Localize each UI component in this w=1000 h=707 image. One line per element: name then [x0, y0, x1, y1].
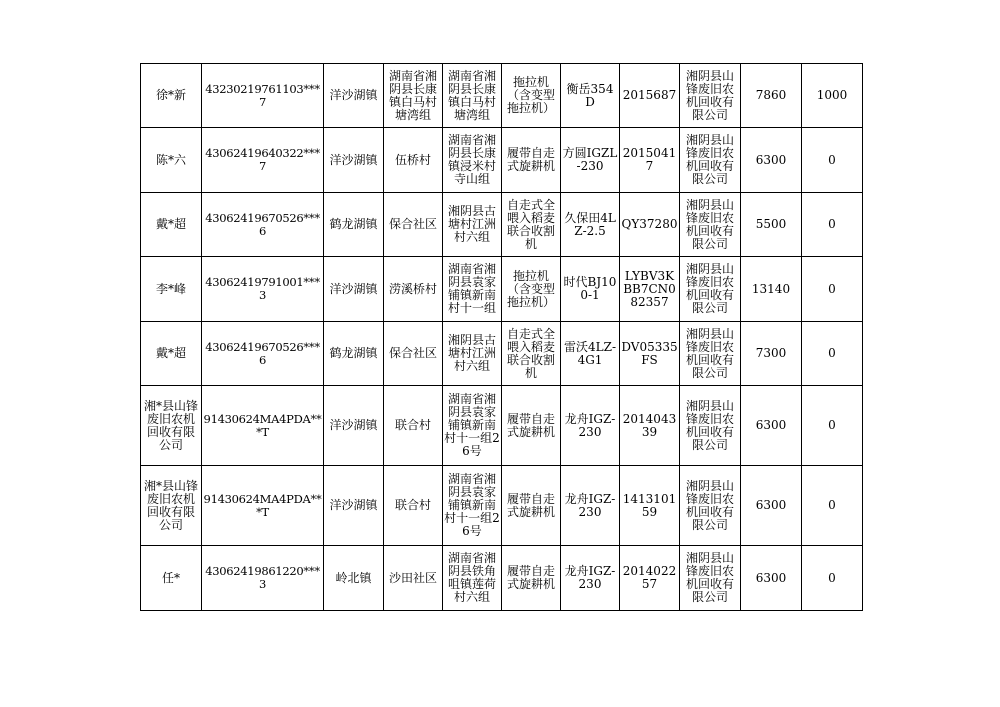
recycler-cell: 湘阴县山锋废旧农机回收有限公司 — [680, 128, 741, 193]
recycler-cell: 湘阴县山锋废旧农机回收有限公司 — [680, 386, 741, 466]
table-row — [141, 466, 863, 546]
serial-number-cell: QY37280 — [620, 193, 680, 257]
table-row — [141, 546, 863, 611]
extra-amount-cell: 1000 — [802, 64, 863, 128]
id-number-cell: 43062419670526***6 — [202, 193, 324, 257]
extra-amount-cell: 0 — [802, 466, 863, 546]
model-cell: 龙舟IGZ-230 — [561, 386, 620, 466]
town-cell: 鹤龙湖镇 — [324, 193, 384, 257]
town-cell: 洋沙湖镇 — [324, 466, 384, 546]
table-row — [141, 64, 863, 128]
amount-cell: 6300 — [741, 546, 802, 611]
village-cell: 伍桥村 — [384, 128, 443, 193]
model-cell: 龙舟IGZ-230 — [561, 466, 620, 546]
extra-amount-cell: 0 — [802, 322, 863, 386]
recycler-cell: 湘阴县山锋废旧农机回收有限公司 — [680, 193, 741, 257]
model-cell: 龙舟IGZ-230 — [561, 546, 620, 611]
id-number-cell: 91430624MA4PDA***T — [202, 466, 324, 546]
serial-number-cell: 20150417 — [620, 128, 680, 193]
address-cell: 湘阴县古塘村江洲村六组 — [443, 322, 502, 386]
address-cell: 湖南省湘阴县长康镇白马村塘湾组 — [443, 64, 502, 128]
town-cell: 洋沙湖镇 — [324, 64, 384, 128]
town-cell: 鹤龙湖镇 — [324, 322, 384, 386]
address-cell: 湖南省湘阴县长康镇浸米村寺山组 — [443, 128, 502, 193]
name-cell: 李*峰 — [141, 257, 202, 322]
id-number-cell: 91430624MA4PDA***T — [202, 386, 324, 466]
village-cell: 保合社区 — [384, 193, 443, 257]
name-cell: 徐*新 — [141, 64, 202, 128]
id-number-cell: 43062419791001***3 — [202, 257, 324, 322]
amount-cell: 5500 — [741, 193, 802, 257]
address-cell: 湖南省湘阴县铁角咀镇莲荷村六组 — [443, 546, 502, 611]
amount-cell: 7300 — [741, 322, 802, 386]
extra-amount-cell: 0 — [802, 257, 863, 322]
table-row — [141, 128, 863, 193]
serial-number-cell: 2015687 — [620, 64, 680, 128]
extra-amount-cell: 0 — [802, 546, 863, 611]
model-cell: 时代BJ100-1 — [561, 257, 620, 322]
village-cell: 保合社区 — [384, 322, 443, 386]
id-number-cell: 43062419861220***3 — [202, 546, 324, 611]
address-cell: 湖南省湘阴县袁家铺镇新南村十一组 — [443, 257, 502, 322]
serial-number-cell: DV05335FS — [620, 322, 680, 386]
table-row — [141, 193, 863, 257]
table-body — [141, 64, 863, 611]
name-cell: 湘*县山锋废旧农机回收有限公司 — [141, 386, 202, 466]
machine-type-cell: 自走式全喂入稻麦联合收割机 — [502, 322, 561, 386]
machine-type-cell: 履带自走式旋耕机 — [502, 466, 561, 546]
town-cell: 洋沙湖镇 — [324, 128, 384, 193]
town-cell: 岭北镇 — [324, 546, 384, 611]
scrap-machinery-table — [140, 63, 863, 611]
table-row — [141, 257, 863, 322]
serial-number-cell: 141310159 — [620, 466, 680, 546]
town-cell: 洋沙湖镇 — [324, 386, 384, 466]
serial-number-cell: 201404339 — [620, 386, 680, 466]
town-cell: 洋沙湖镇 — [324, 257, 384, 322]
model-cell: 方圆IGZL-230 — [561, 128, 620, 193]
table-row — [141, 322, 863, 386]
name-cell: 湘*县山锋废旧农机回收有限公司 — [141, 466, 202, 546]
village-cell: 湖南省湘阴县长康镇白马村塘湾组 — [384, 64, 443, 128]
amount-cell: 6300 — [741, 466, 802, 546]
village-cell: 涝溪桥村 — [384, 257, 443, 322]
serial-number-cell: 201402257 — [620, 546, 680, 611]
amount-cell: 6300 — [741, 128, 802, 193]
name-cell: 戴*超 — [141, 322, 202, 386]
machine-type-cell: 履带自走式旋耕机 — [502, 128, 561, 193]
recycler-cell: 湘阴县山锋废旧农机回收有限公司 — [680, 546, 741, 611]
machine-type-cell: 拖拉机（含变型拖拉机） — [502, 257, 561, 322]
id-number-cell: 43230219761103***7 — [202, 64, 324, 128]
name-cell: 戴*超 — [141, 193, 202, 257]
extra-amount-cell: 0 — [802, 193, 863, 257]
village-cell: 联合村 — [384, 386, 443, 466]
village-cell: 沙田社区 — [384, 546, 443, 611]
model-cell: 雷沃4LZ-4G1 — [561, 322, 620, 386]
address-cell: 湘阴县古塘村江洲村六组 — [443, 193, 502, 257]
recycler-cell: 湘阴县山锋废旧农机回收有限公司 — [680, 257, 741, 322]
address-cell: 湖南省湘阴县袁家铺镇新南村十一组26号 — [443, 386, 502, 466]
village-cell: 联合村 — [384, 466, 443, 546]
recycler-cell: 湘阴县山锋废旧农机回收有限公司 — [680, 64, 741, 128]
address-cell: 湖南省湘阴县袁家铺镇新南村十一组26号 — [443, 466, 502, 546]
extra-amount-cell: 0 — [802, 386, 863, 466]
machine-type-cell: 履带自走式旋耕机 — [502, 546, 561, 611]
serial-number-cell: LYBV3KBB7CN082357 — [620, 257, 680, 322]
machine-type-cell: 自走式全喂入稻麦联合收割机 — [502, 193, 561, 257]
amount-cell: 13140 — [741, 257, 802, 322]
table-row — [141, 386, 863, 466]
model-cell: 衡岳354D — [561, 64, 620, 128]
id-number-cell: 43062419670526***6 — [202, 322, 324, 386]
recycler-cell: 湘阴县山锋废旧农机回收有限公司 — [680, 322, 741, 386]
recycler-cell: 湘阴县山锋废旧农机回收有限公司 — [680, 466, 741, 546]
machine-type-cell: 拖拉机（含变型拖拉机） — [502, 64, 561, 128]
id-number-cell: 43062419640322***7 — [202, 128, 324, 193]
amount-cell: 7860 — [741, 64, 802, 128]
machine-type-cell: 履带自走式旋耕机 — [502, 386, 561, 466]
model-cell: 久保田4LZ-2.5 — [561, 193, 620, 257]
name-cell: 任* — [141, 546, 202, 611]
extra-amount-cell: 0 — [802, 128, 863, 193]
amount-cell: 6300 — [741, 386, 802, 466]
name-cell: 陈*六 — [141, 128, 202, 193]
